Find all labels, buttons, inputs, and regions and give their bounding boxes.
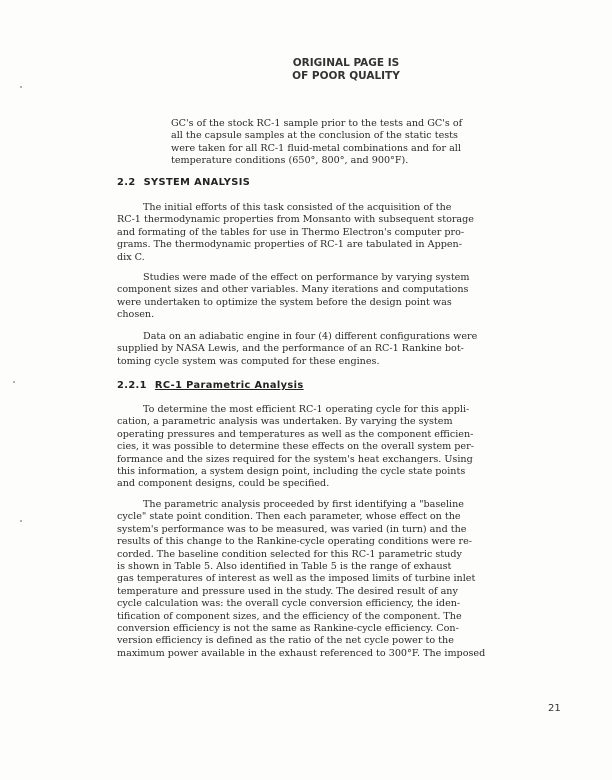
text-line: chosen. xyxy=(117,309,155,321)
text-line: temperature and pressure used in the study. The desired result of any xyxy=(117,585,458,597)
text-line: toming cycle system was computed for these engines. xyxy=(117,355,380,367)
text-line: RC-1 thermodynamic properties from Monsanto with subsequent storage xyxy=(117,214,474,226)
text-line: system's performance was to be measured, was varied (in turn) and the xyxy=(117,523,467,535)
section-number: 2.2 xyxy=(117,177,136,188)
text-line: version efficiency is defined as the ratio of the net cycle power to the xyxy=(117,635,454,647)
text-line: temperature conditions (650°, 800°, and 900°F). xyxy=(171,155,409,167)
stamp-line-2: OF POOR QUALITY xyxy=(292,70,400,82)
text-line: operating pressures and temperatures as well as the component efficien- xyxy=(117,428,474,440)
text-line: The parametric analysis proceeded by first identifying a "baseline xyxy=(143,499,464,510)
section-heading-parametric-analysis xyxy=(117,380,304,391)
paragraph-baseline-cycle xyxy=(117,499,527,660)
text-line: is shown in Table 5. Also identified in Table 5 is the range of exhaust xyxy=(117,561,452,573)
text-line: To determine the most efficient RC-1 operating cycle for this appli- xyxy=(143,404,470,415)
text-line: tification of component sizes, and the efficiency of the component. The xyxy=(117,610,462,622)
text-line: cies, it was possible to determine these effects on the overall system per- xyxy=(117,441,474,453)
paragraph-determine-cycle xyxy=(117,404,527,491)
paragraph-initial-efforts xyxy=(117,202,527,264)
text-line: Studies were made of the effect on performance by varying system xyxy=(143,272,470,283)
text-line: dix C. xyxy=(117,251,145,263)
quality-stamp xyxy=(0,57,612,83)
page-number: 21 xyxy=(548,703,561,714)
text-line: corded. The baseline condition selected for this RC-1 parametric study xyxy=(117,548,462,560)
text-line: supplied by NASA Lewis, and the performance of an RC-1 Rankine bot- xyxy=(117,343,464,355)
stamp-line-1: ORIGINAL PAGE IS xyxy=(292,57,400,69)
section-title: SYSTEM ANALYSIS xyxy=(143,177,251,188)
text-line: all the capsule samples at the conclusion of the static tests xyxy=(171,130,458,142)
text-line: and formating of the tables for use in Thermo Electron's computer pro- xyxy=(117,226,465,238)
text-line: and component designs, could be specified. xyxy=(117,478,330,490)
text-line: results of this change to the Rankine-cycle operating conditions were re- xyxy=(117,536,473,548)
text-line: were undertaken to optimize the system before the design point was xyxy=(117,296,452,308)
paragraph-studies xyxy=(117,272,527,322)
section-title: RC-1 Parametric Analysis xyxy=(154,380,304,391)
text-line: Data on an adiabatic engine in four (4) different configurations were xyxy=(143,331,478,342)
text-line: conversion efficiency is not the same as Rankine-cycle efficiency. Con- xyxy=(117,623,459,635)
text-line: cycle calculation was: the overall cycle conversion efficiency, the iden- xyxy=(117,598,461,610)
section-number: 2.2.1 xyxy=(117,380,147,391)
text-line: formance and the sizes required for the system's heat exchangers. Using xyxy=(117,453,473,465)
text-line: grams. The thermodynamic properties of RC-1 are tabulated in Appen- xyxy=(117,239,462,251)
section-heading-system-analysis xyxy=(117,177,250,188)
paragraph-adiabatic-engine xyxy=(117,331,527,368)
text-line: were taken for all RC-1 fluid-metal combinations and for all xyxy=(171,142,461,154)
text-line: gas temperatures of interest as well as the imposed limits of turbine inlet xyxy=(117,573,476,585)
text-line: cycle" state point condition. Then each parameter, whose effect on the xyxy=(117,511,461,523)
text-line: cation, a parametric analysis was undertaken. By varying the system xyxy=(117,416,453,428)
text-line: this information, a system design point, including the cycle state points xyxy=(117,466,466,478)
text-line: GC's of the stock RC-1 sample prior to the tests and GC's of xyxy=(171,118,463,129)
scan-speck xyxy=(20,520,22,522)
paragraph-capsule-tests xyxy=(171,118,581,168)
scan-speck xyxy=(13,381,15,383)
scan-speck xyxy=(20,86,22,88)
text-line: The initial efforts of this task consisted of the acquisition of the xyxy=(143,202,452,213)
text-line: component sizes and other variables. Many iterations and computations xyxy=(117,284,469,296)
text-line: maximum power available in the exhaust referenced to 300°F. The imposed xyxy=(117,647,486,659)
